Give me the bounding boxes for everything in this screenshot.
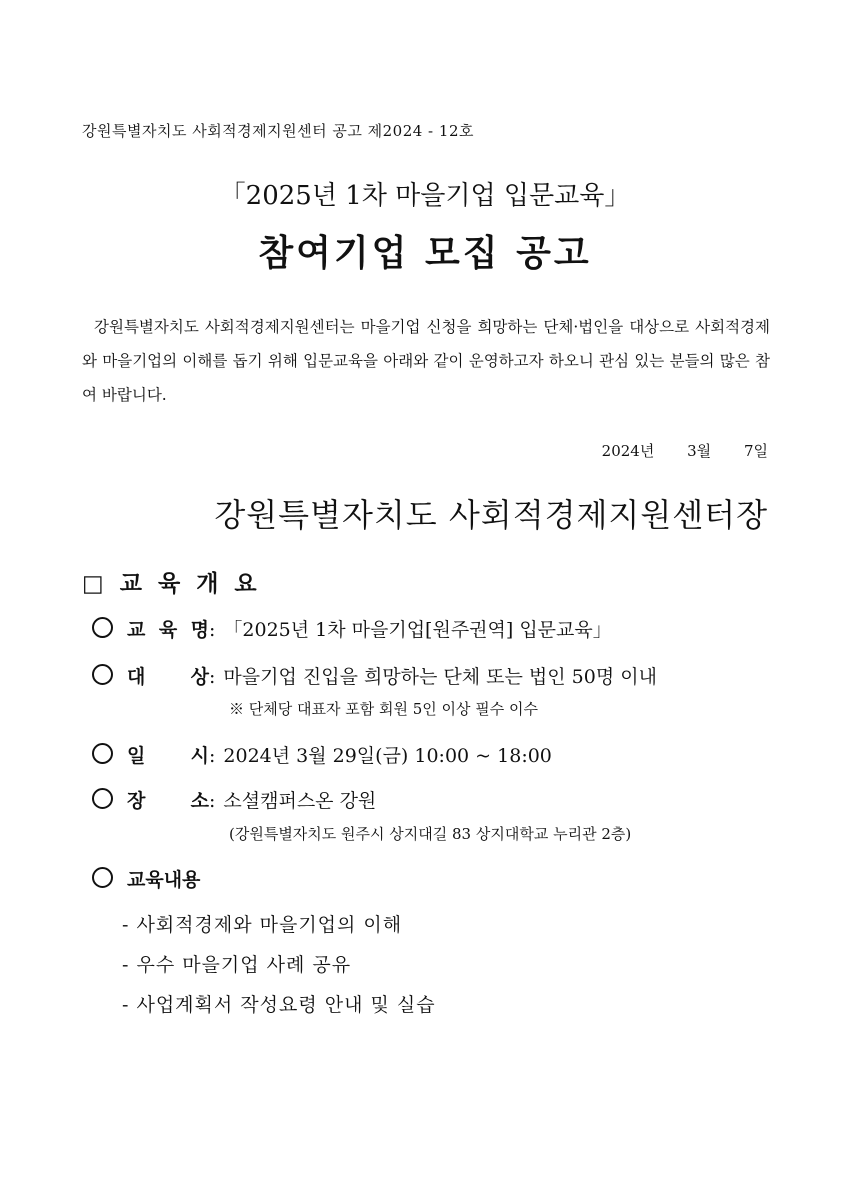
colon: : <box>209 619 216 641</box>
label-char: 교 <box>127 619 146 641</box>
overview-item-datetime <box>92 741 552 768</box>
label-char: 소 <box>190 790 209 812</box>
notice-date <box>602 440 768 461</box>
label-char: 상 <box>190 666 209 688</box>
overview-label: 교육내용 <box>127 869 201 891</box>
circle-bullet-icon <box>92 788 113 809</box>
content-item: - 사회적경제와 마을기업의 이해 <box>122 914 403 936</box>
overview-item-place <box>92 786 376 813</box>
label-char: 육 <box>158 619 178 641</box>
overview-item-target <box>92 662 657 689</box>
circle-bullet-icon <box>92 664 113 685</box>
label-char: 대 <box>127 666 146 688</box>
overview-note: ※ 단체당 대표자 포함 회원 5인 이상 필수 이수 <box>229 700 539 718</box>
overview-label <box>127 662 209 689</box>
overview-value: 마을기업 진입을 희망하는 단체 또는 법인 50명 이내 <box>223 666 657 688</box>
label-char: 시 <box>190 745 209 767</box>
circle-bullet-icon <box>92 743 113 764</box>
circle-bullet-icon <box>92 867 113 888</box>
label-char: 명 <box>190 619 209 641</box>
overview-value: 소셜캠퍼스온 강원 <box>223 790 377 812</box>
title-line1: 「2025년 1차 마을기업 입문교육」 <box>219 181 631 211</box>
issuer: 강원특별자치도 사회적경제지원센터장 <box>214 496 768 534</box>
date-month: 3월 <box>687 442 712 460</box>
circle-bullet-icon <box>92 617 113 638</box>
label-char: 장 <box>127 790 146 812</box>
colon: : <box>209 790 216 812</box>
colon: : <box>209 745 216 767</box>
overview-item-content <box>92 865 200 892</box>
section-title: □ 교 육 개 요 <box>82 571 261 597</box>
overview-label <box>127 741 209 768</box>
overview-item-name <box>92 615 612 642</box>
date-year: 2024년 <box>601 442 655 460</box>
label-char: 일 <box>127 745 146 767</box>
colon: : <box>209 666 216 688</box>
overview-address: (강원특별자치도 원주시 상지대길 83 상지대학교 누리관 2층) <box>229 825 632 843</box>
overview-value: 「2025년 1차 마을기업[원주권역] 입문교육」 <box>223 619 612 641</box>
content-item: - 우수 마을기업 사례 공유 <box>122 954 352 976</box>
page-title: 참여기업 모집 공고 <box>258 232 592 274</box>
date-day: 7일 <box>743 442 768 460</box>
intro-paragraph: 강원특별자치도 사회적경제지원센터는 마을기업 신청을 희망하는 단체·법인을 대상으로 사회적경제와 마을기업의 이해를 돕기 위해 입문교육을 아래와 같이 운영하고자 하오니 관심 있는 분들의 많은 참여 바랍니다. <box>82 318 770 404</box>
overview-label <box>127 615 209 642</box>
content-item: - 사업계획서 작성요령 안내 및 실습 <box>122 994 436 1016</box>
overview-label <box>127 786 209 813</box>
overview-value: 2024년 3월 29일(금) 10:00 ~ 18:00 <box>223 745 552 767</box>
notice-number: 강원특별자치도 사회적경제지원센터 공고 제2024 - 12호 <box>82 122 474 140</box>
